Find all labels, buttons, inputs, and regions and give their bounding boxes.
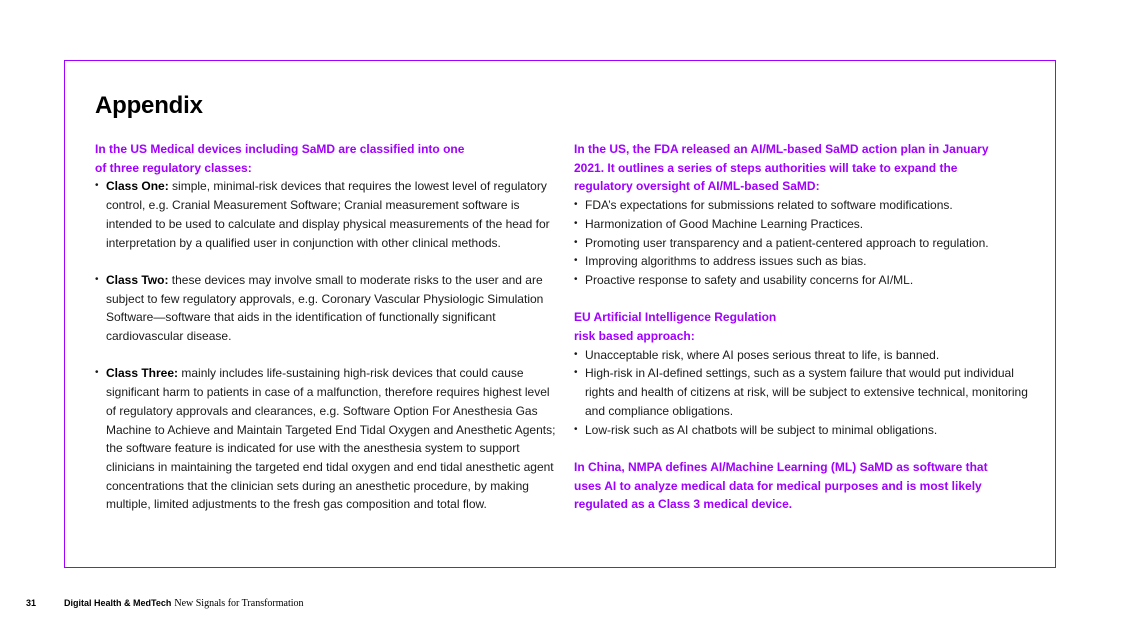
item-text: mainly includes life-sustaining high-risk devices that could cause significant harm to patients in case of a malfunction, therefore requires highest level of regulatory approvals and clearances, e.g. Software Option For Anesthesia Gas Machine to Achieve and Maintain Targeted End Tidal Oxygen and Anesthetic Agents; the software feature is indicated for use with the anesthesia system to support clinicians in maintaining the targeted end tidal oxygen and end tidal anesthetic agent concentrations that the clinician sets during an anesthetic procedure, by making multiple, limited adjustments to the fresh gas composition and total flow. (106, 366, 556, 512)
list-item-class-three (95, 364, 560, 514)
china-heading (574, 458, 1034, 514)
list-item: • Harmonization of Good Machine Learning Practices. (574, 215, 1034, 234)
list-item: • Unacceptable risk, where AI poses serious threat to life, is banned. (574, 346, 1034, 365)
list-item: • Promoting user transparency and a patient-centered approach to regulation. (574, 234, 1034, 253)
heading-line: uses AI to analyze medical data for medical purposes and is most likely (574, 478, 982, 493)
eu-list (574, 346, 1034, 440)
item-lead: Class Three: (106, 366, 179, 381)
heading-line: regulated as a Class 3 medical device. (574, 497, 793, 512)
heading-line: In the US, the FDA released an AI/ML-based SaMD action plan in January (574, 142, 989, 156)
list-item: • High-risk in AI-defined settings, such as a system failure that would put individual rights and health of citizens at risk, will be subject to extensive technical, monitoring and compliance obligations. (574, 364, 1034, 420)
heading-line: risk based approach: (574, 329, 695, 344)
heading-line: 2021. It outlines a series of steps authorities will take to expand the (574, 160, 958, 175)
item-lead: Class Two: (106, 272, 169, 287)
publication-subtitle: New Signals for Transformation (174, 598, 304, 609)
item-text: simple, minimal-risk devices that requires the lowest level of regulatory control, e.g. Cranial Measurement Software; Cranial measurement software is intended to be used to calculate and display physical measurements of the head for interpretation by a qualified user in conjunction with other clinical methods. (106, 179, 550, 250)
heading-line: of three regulatory classes: (95, 160, 252, 175)
list-item: • Low-risk such as AI chatbots will be subject to minimal obligations. (574, 421, 1034, 440)
list-item-class-one (95, 177, 560, 252)
us-classes-heading (95, 140, 560, 177)
heading-line: EU Artificial Intelligence Regulation (574, 310, 777, 325)
publication-name: Digital Health & MedTech (64, 598, 172, 608)
eu-heading (574, 308, 1034, 345)
footer (26, 598, 304, 609)
page-title: Appendix (95, 92, 203, 119)
fda-list (574, 196, 1034, 290)
page-number: 31 (26, 598, 37, 608)
list-item-class-two (95, 271, 560, 346)
list-item: • Improving algorithms to address issues such as bias. (574, 252, 1034, 271)
item-lead: Class One: (106, 179, 169, 194)
item-text: these devices may involve small to moderate risks to the user and are subject to few regulatory approvals, e.g. Coronary Vascular Physiologic Simulation Software—software that aids in the identification of functionally significant cardiovascular disease. (106, 272, 544, 344)
fda-heading (574, 140, 1034, 196)
list-item: • FDA’s expectations for submissions related to software modifications. (574, 196, 1034, 215)
left-column (95, 140, 560, 514)
right-column (574, 140, 1034, 514)
heading-line: In the US Medical devices including SaMD are classified into one (95, 142, 465, 156)
list-item: • Proactive response to safety and usability concerns for AI/ML. (574, 271, 1034, 290)
heading-line: In China, NMPA defines AI/Machine Learning (ML) SaMD as software that (574, 459, 988, 474)
us-classes-list (95, 177, 560, 514)
heading-line: regulatory oversight of AI/ML-based SaMD: (574, 179, 820, 194)
